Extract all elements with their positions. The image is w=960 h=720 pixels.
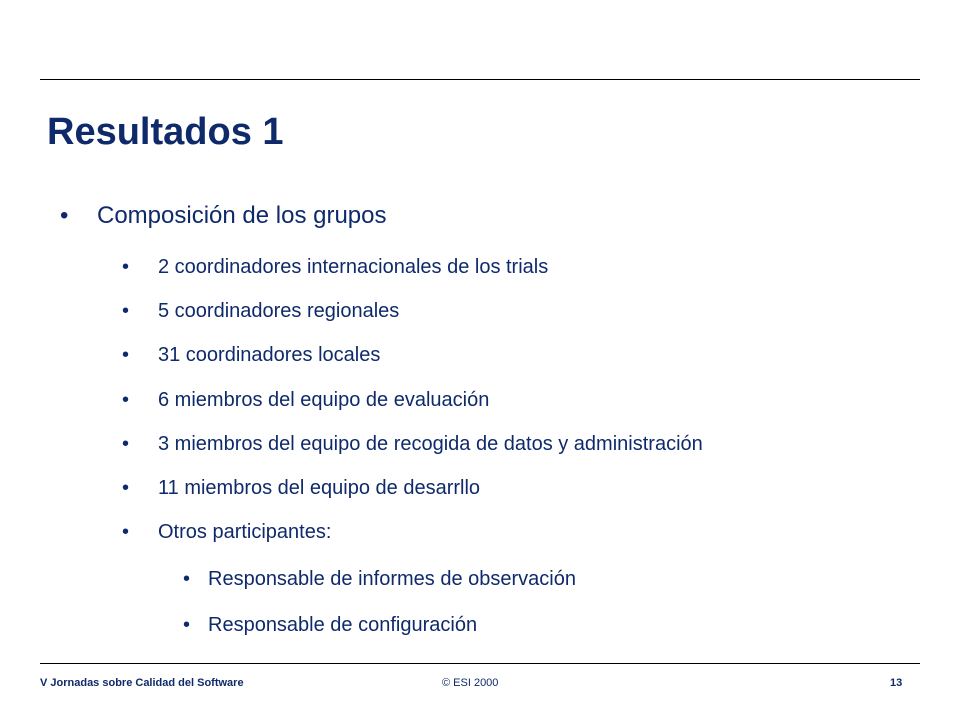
footer-conference-name: V Jornadas sobre Calidad del Software [40,677,244,689]
bullet-marker: • [122,433,130,455]
bullet-marker: • [122,477,130,499]
footer-copyright: © ESI 2000 [442,677,499,689]
slide-title: Resultados 1 [47,111,284,153]
bullet-marker: • [183,568,191,590]
bullet-heading-text: Composición de los grupos [97,202,387,229]
bottom-divider [40,663,920,664]
list-item-text: Otros participantes: [158,521,332,543]
list-item-text: 5 coordinadores regionales [158,300,400,322]
bullet-marker: • [122,389,130,411]
footer-page-number: 13 [890,677,903,689]
list-item-text: 3 miembros del equipo de recogida de datos y administración [158,433,703,455]
list-item-text: 2 coordinadores internacionales de los trials [158,256,549,278]
bullet-marker: • [60,202,69,229]
bullet-heading [45,201,645,231]
bullet-marker: • [122,521,130,543]
list-item-text: 31 coordinadores locales [158,344,381,366]
bullet-marker: • [122,344,130,366]
bullet-marker: • [183,614,191,636]
list-item-text: 11 miembros del equipo de desarrllo [158,477,481,499]
bullet-marker: • [122,256,130,278]
sub-list-item-text: Responsable de configuración [208,614,478,636]
list-item-text: 6 miembros del equipo de evaluación [158,389,490,411]
sub-list-item-text: Responsable de informes de observación [208,568,576,590]
bullet-marker: • [122,300,130,322]
